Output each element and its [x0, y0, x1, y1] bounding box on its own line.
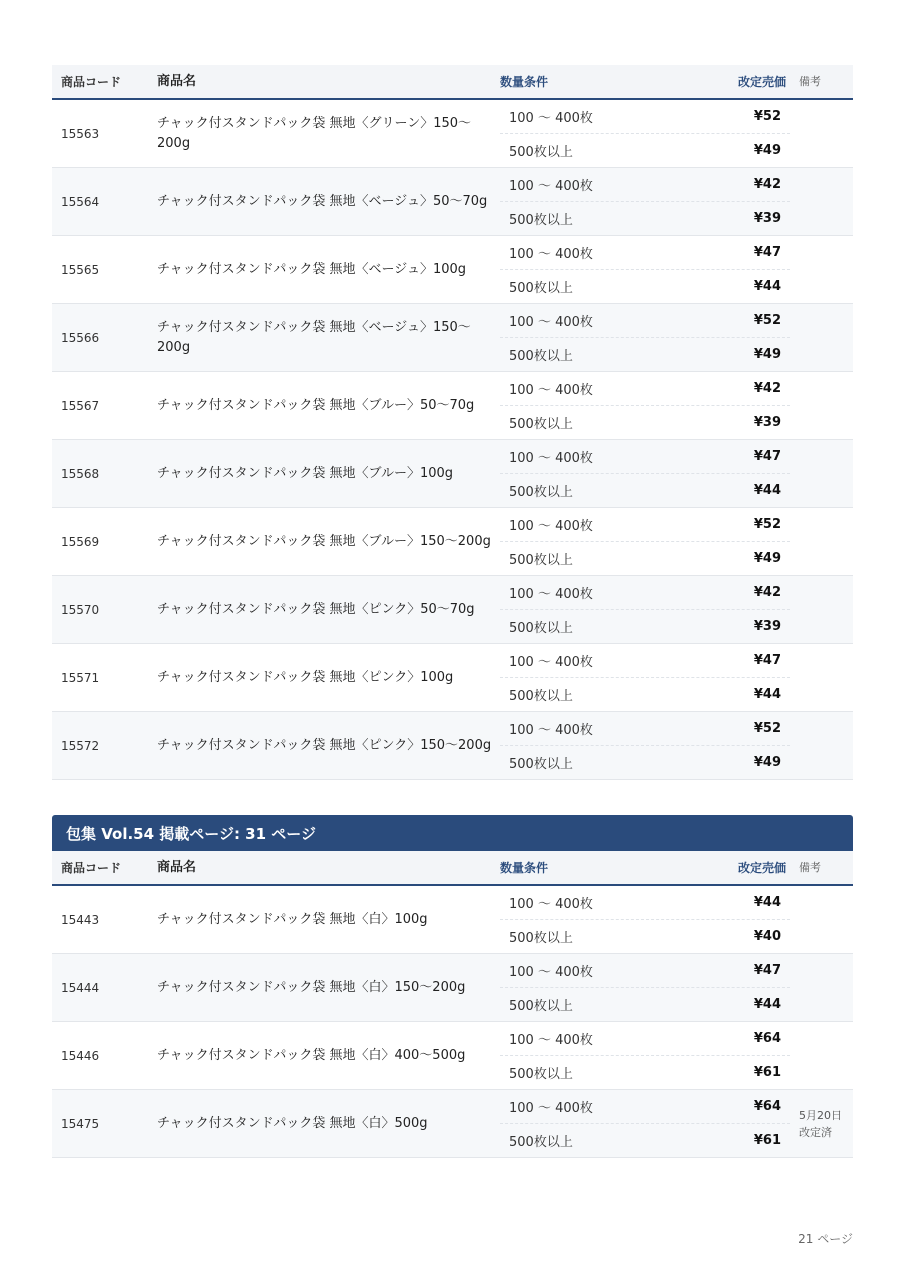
- quantity-tiers: [500, 954, 790, 1022]
- product-code: 15563: [61, 126, 100, 141]
- product-name: チャック付スタンドパック袋 無地〈白〉400〜500g: [157, 1047, 466, 1063]
- product-name: チャック付スタンドパック袋 無地〈ブルー〉150〜200g: [157, 533, 491, 549]
- tier-label: 100 〜 400枚: [509, 722, 593, 738]
- tier-price: ¥39: [753, 619, 781, 634]
- table-body: [52, 100, 853, 780]
- product-name: チャック付スタンドパック袋 無地〈グリーン〉150〜200g: [157, 115, 472, 151]
- quantity-tiers: [500, 712, 790, 780]
- quantity-tiers: [500, 168, 790, 236]
- product-name: チャック付スタンドパック袋 無地〈ベージュ〉100g: [157, 261, 467, 277]
- table-row: [52, 1022, 853, 1090]
- product-code: 15446: [61, 1048, 100, 1063]
- table-row: [52, 508, 853, 576]
- tier-price: ¥40: [753, 929, 781, 944]
- product-code: 15566: [61, 330, 100, 345]
- tier-small: [500, 440, 790, 474]
- tier-label: 500枚以上: [509, 281, 573, 296]
- product-name: チャック付スタンドパック袋 無地〈白〉500g: [157, 1115, 428, 1131]
- tier-label: 500枚以上: [509, 1067, 573, 1082]
- tier-price: ¥49: [753, 347, 781, 362]
- tier-price: ¥39: [753, 415, 781, 430]
- tier-small: [500, 712, 790, 746]
- tier-small: [500, 644, 790, 678]
- tier-large: [500, 920, 790, 954]
- quantity-tiers: [500, 576, 790, 644]
- tier-small: [500, 508, 790, 542]
- product-code: 15572: [61, 738, 100, 753]
- tier-label: 100 〜 400枚: [509, 1032, 593, 1048]
- tier-price: ¥47: [753, 962, 781, 978]
- quantity-tiers: [500, 100, 790, 168]
- tier-label: 500枚以上: [509, 417, 573, 432]
- product-name: チャック付スタンドパック袋 無地〈白〉100g: [157, 911, 428, 927]
- product-code: 15443: [61, 912, 100, 927]
- tier-label: 100 〜 400枚: [509, 382, 593, 398]
- header-price: 改定売価: [737, 75, 786, 89]
- tier-label: 100 〜 400枚: [509, 654, 593, 670]
- section-title: 包集 Vol.54 掲載ページ: 31 ページ: [66, 824, 316, 843]
- tier-small: [500, 954, 790, 988]
- header-code: 商品コード: [61, 861, 122, 875]
- quantity-tiers: [500, 372, 790, 440]
- tier-large: [500, 202, 790, 236]
- table-row: [52, 372, 853, 440]
- product-name: チャック付スタンドパック袋 無地〈ベージュ〉50〜70g: [157, 193, 488, 209]
- tier-price: ¥44: [753, 687, 781, 702]
- tier-price: ¥52: [753, 516, 781, 532]
- tier-small: [500, 304, 790, 338]
- tier-label: 500枚以上: [509, 689, 573, 704]
- product-name: チャック付スタンドパック袋 無地〈ピンク〉50〜70g: [157, 601, 475, 617]
- tier-small: [500, 372, 790, 406]
- quantity-tiers: [500, 886, 790, 954]
- header-name: 商品名: [157, 859, 197, 875]
- tier-price: ¥49: [753, 755, 781, 770]
- table-row: [52, 576, 853, 644]
- header-qty: 数量条件: [500, 75, 549, 89]
- tier-label: 500枚以上: [509, 553, 573, 568]
- tier-large: [500, 270, 790, 304]
- quantity-tiers: [500, 236, 790, 304]
- tier-price: ¥39: [753, 211, 781, 226]
- tier-label: 500枚以上: [509, 213, 573, 228]
- product-code: 15569: [61, 534, 100, 549]
- tier-price: ¥64: [753, 1030, 781, 1046]
- tier-label: 500枚以上: [509, 145, 573, 160]
- tier-price: ¥52: [753, 720, 781, 736]
- tier-label: 100 〜 400枚: [509, 246, 593, 262]
- table-body: [52, 886, 853, 1158]
- product-code: 15475: [61, 1116, 100, 1131]
- header-note: 備考: [799, 861, 821, 874]
- tier-label: 500枚以上: [509, 999, 573, 1014]
- tier-label: 100 〜 400枚: [509, 1100, 593, 1116]
- tier-small: [500, 1090, 790, 1124]
- tier-label: 500枚以上: [509, 931, 573, 946]
- quantity-tiers: [500, 1022, 790, 1090]
- header-code: 商品コード: [61, 75, 122, 89]
- quantity-tiers: [500, 1090, 790, 1158]
- table-row: [52, 304, 853, 372]
- tier-price: ¥47: [753, 244, 781, 260]
- tier-label: 100 〜 400枚: [509, 964, 593, 980]
- tier-large: [500, 678, 790, 712]
- tier-label: 500枚以上: [509, 1135, 573, 1150]
- tier-price: ¥44: [753, 997, 781, 1012]
- tier-large: [500, 988, 790, 1022]
- product-code: 15568: [61, 466, 100, 481]
- product-name: チャック付スタンドパック袋 無地〈ベージュ〉150〜200g: [157, 319, 471, 355]
- table-row: [52, 1090, 853, 1158]
- tier-price: ¥61: [753, 1065, 781, 1080]
- tier-large: [500, 338, 790, 372]
- tier-small: [500, 100, 790, 134]
- quantity-tiers: [500, 508, 790, 576]
- quantity-tiers: [500, 644, 790, 712]
- tier-price: ¥42: [753, 176, 781, 192]
- header-price: 改定売価: [737, 861, 786, 875]
- table-row: [52, 954, 853, 1022]
- quantity-tiers: [500, 440, 790, 508]
- tier-price: ¥44: [753, 279, 781, 294]
- tier-large: [500, 1056, 790, 1090]
- tier-price: ¥49: [753, 551, 781, 566]
- tier-price: ¥44: [753, 894, 781, 910]
- tier-label: 500枚以上: [509, 485, 573, 500]
- tier-price: ¥42: [753, 584, 781, 600]
- remark: 5月20日 改定済: [799, 1108, 842, 1139]
- tier-label: 100 〜 400枚: [509, 314, 593, 330]
- tier-price: ¥42: [753, 380, 781, 396]
- header-name: 商品名: [157, 73, 197, 89]
- price-table-2: [52, 851, 853, 1158]
- section-title-bar: [52, 815, 853, 851]
- product-name: チャック付スタンドパック袋 無地〈ピンク〉150〜200g: [157, 737, 492, 753]
- product-code: 15570: [61, 602, 100, 617]
- product-name: チャック付スタンドパック袋 無地〈白〉150〜200g: [157, 979, 466, 995]
- header-qty: 数量条件: [500, 861, 549, 875]
- tier-label: 100 〜 400枚: [509, 450, 593, 466]
- tier-small: [500, 236, 790, 270]
- tier-large: [500, 134, 790, 168]
- tier-large: [500, 406, 790, 440]
- tier-large: [500, 542, 790, 576]
- table-row: [52, 100, 853, 168]
- page-number: 21 ページ: [798, 1232, 853, 1246]
- product-code: 15565: [61, 262, 100, 277]
- tier-price: ¥49: [753, 143, 781, 158]
- tier-large: [500, 1124, 790, 1158]
- tier-small: [500, 576, 790, 610]
- product-name: チャック付スタンドパック袋 無地〈ピンク〉100g: [157, 669, 454, 685]
- tier-price: ¥47: [753, 652, 781, 668]
- tier-price: ¥52: [753, 108, 781, 124]
- table-row: [52, 712, 853, 780]
- tier-small: [500, 1022, 790, 1056]
- product-code: 15571: [61, 670, 100, 685]
- table-row: [52, 440, 853, 508]
- tier-large: [500, 746, 790, 780]
- tier-label: 100 〜 400枚: [509, 110, 593, 126]
- tier-label: 500枚以上: [509, 621, 573, 636]
- tier-price: ¥61: [753, 1133, 781, 1148]
- header-note: 備考: [799, 75, 821, 88]
- tier-small: [500, 168, 790, 202]
- table-header: [52, 65, 853, 100]
- tier-large: [500, 610, 790, 644]
- tier-large: [500, 474, 790, 508]
- product-code: 15564: [61, 194, 100, 209]
- tier-small: [500, 886, 790, 920]
- table-row: [52, 236, 853, 304]
- product-code: 15567: [61, 398, 100, 413]
- table-row: [52, 644, 853, 712]
- product-name: チャック付スタンドパック袋 無地〈ブルー〉50〜70g: [157, 397, 475, 413]
- table-header: [52, 851, 853, 886]
- tier-price: ¥64: [753, 1098, 781, 1114]
- tier-label: 100 〜 400枚: [509, 586, 593, 602]
- tier-label: 100 〜 400枚: [509, 178, 593, 194]
- price-table-1: [52, 65, 853, 780]
- product-code: 15444: [61, 980, 100, 995]
- tier-price: ¥47: [753, 448, 781, 464]
- quantity-tiers: [500, 304, 790, 372]
- table-row: [52, 168, 853, 236]
- product-name: チャック付スタンドパック袋 無地〈ブルー〉100g: [157, 465, 454, 481]
- tier-price: ¥44: [753, 483, 781, 498]
- tier-label: 500枚以上: [509, 349, 573, 364]
- tier-price: ¥52: [753, 312, 781, 328]
- tier-label: 500枚以上: [509, 757, 573, 772]
- table-row: [52, 886, 853, 954]
- tier-label: 100 〜 400枚: [509, 896, 593, 912]
- tier-label: 100 〜 400枚: [509, 518, 593, 534]
